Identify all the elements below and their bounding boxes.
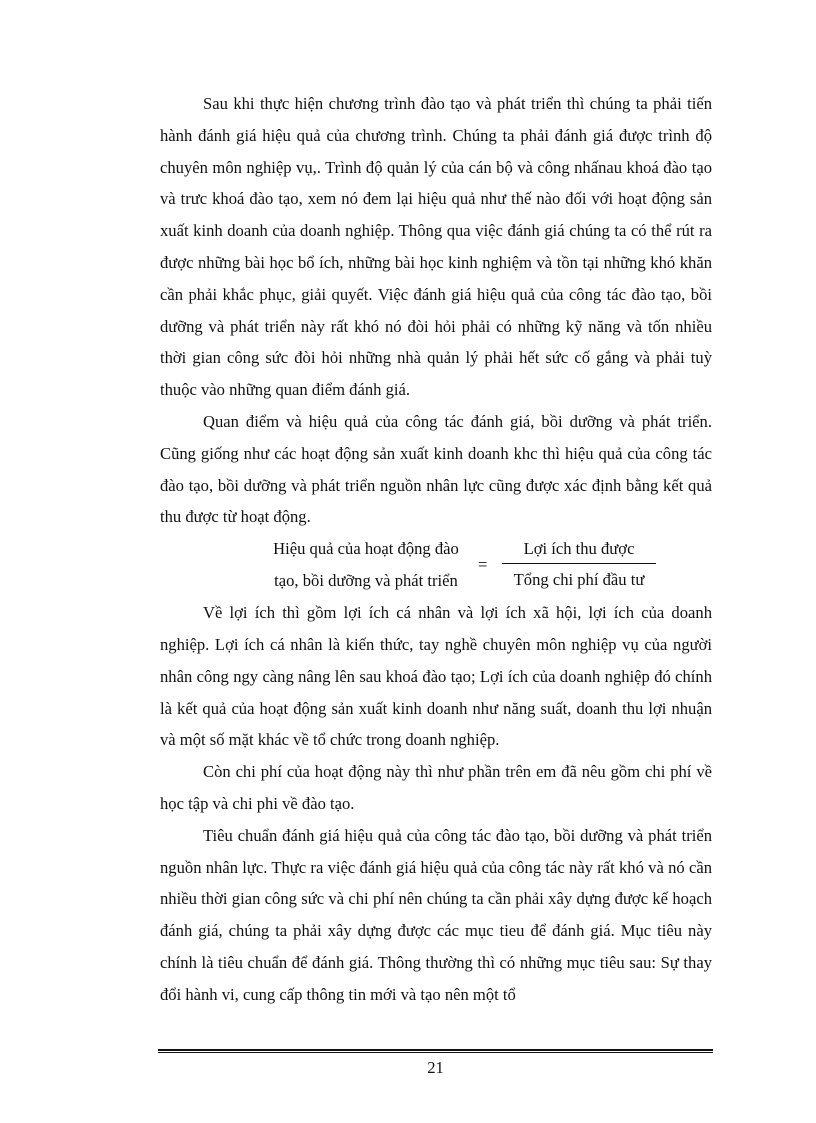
paragraph-5: Tiêu chuẩn đánh giá hiệu quả của công tác đào tạo, bồi dưỡng và phát triển nguồn nhân lực. Thực ra việc đánh giá hiệu quả của công tác này rất khó và nó cần nhiều thời gian công sức và chi phí nên chúng ta cần phải xây dựng được kế hoạch đánh giá, chúng ta phải xây dựng được các mục tieu để đánh giá. Mục tiêu này chính là tiêu chuẩn để đánh giá. Thông thường thì có những mục tiêu sau: Sự thay đổi hành vi, cung cấp thông tin mới và tạo nên một tổ	[160, 825, 712, 1004]
page-number: 21	[427, 1058, 444, 1077]
paragraph-3: Về lợi ích thì gồm lợi ích cá nhân và lợi ích xã hội, lợi ích của doanh nghiệp. Lợi ích cá nhân là kiến thức, tay nghề chuyên môn nghiệp vụ của người nhân công ngy càng nâng lên sau khoá đào tạo; Lợi ích của doanh nghiệp đó chính là kết quả của hoạt động sản xuất kinh doanh như năng suất, doanh thu lợi nhuận và một số mặt khác về tổ chức trong doanh nghiệp.	[160, 603, 712, 750]
formula-equals-sign: =	[478, 555, 488, 575]
formula-left-line-1: Hiệu quả của hoạt động đào	[273, 539, 459, 559]
body-text	[160, 88, 712, 1011]
formula-left-side	[256, 533, 476, 597]
formula-fraction	[502, 533, 656, 596]
formula-denominator: Tổng chi phí đầu tư	[513, 570, 645, 590]
paragraph-2: Quan điểm và hiệu quả của công tác đánh giá, bồi dưỡng và phát triển. Cũng giống như các hoạt động sản xuất kinh doanh khc thì hiệu quả của công tác đào tạo, bồi dưỡng và phát triển nguồn nhân lực cũng được xác định bằng kết quả thu được từ hoạt động.	[160, 411, 712, 527]
paragraph-4: Còn chi phí của hoạt động này thì như phần trên em đã nêu gồm chi phí về học tập và chi phi về đào tạo.	[160, 762, 712, 813]
efficiency-formula	[160, 533, 712, 597]
footer-divider	[158, 1049, 713, 1053]
paragraph-1: Sau khi thực hiện chương trình đào tạo và phát triển thì chúng ta phải tiến hành đánh giá hiệu quả của chương trình. Chúng ta phải đánh giá được trình độ chuyên môn nghiệp vụ,. Trình độ quản lý của cán bộ và công nhấnau khoá đào tạo và trưc khoá đào tạo, xem nó đem lại hiệu quả như thế nào đối với hoạt động sản xuất kinh doanh của doanh nghiệp. Thông qua việc đánh giá chúng ta có thể rút ra được những bài học bổ ích, những bài học kinh nghiệm và tồn tại những khó khăn cần phải khắc phục, giải quyết. Việc đánh giá hiệu quả của công tác đào tạo, bồi dưỡng và phát triển này rất khó nó đòi hỏi phải có những kỹ năng và tốn nhiều thời gian công sức đòi hỏi những nhà quản lý phải hết sức cố gắng và phải tuỳ thuộc vào những quan điểm đánh giá.	[160, 94, 712, 400]
formula-numerator: Lợi ích thu được	[502, 533, 656, 564]
formula-left-line-2: tạo, bồi dưỡng và phát triển	[274, 570, 458, 590]
